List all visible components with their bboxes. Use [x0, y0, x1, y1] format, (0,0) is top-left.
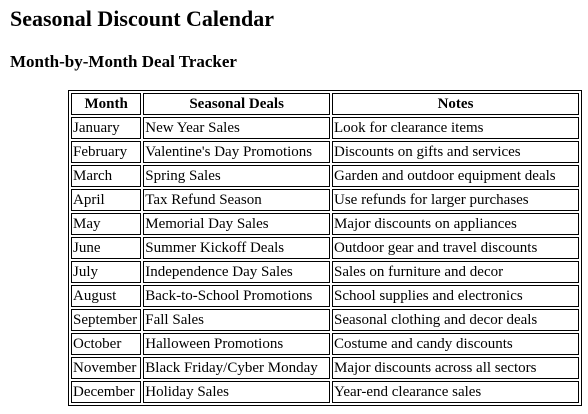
month-cell: November	[71, 357, 141, 379]
deal-cell: New Year Sales	[143, 117, 330, 139]
notes-cell: Sales on furniture and decor	[332, 261, 579, 283]
deal-tracker-table	[68, 90, 582, 406]
deal-cell: Black Friday/Cyber Monday	[143, 357, 330, 379]
notes-cell: Discounts on gifts and services	[332, 141, 579, 163]
notes-cell: Major discounts across all sectors	[332, 357, 579, 379]
table-row	[71, 213, 579, 235]
notes-cell: Garden and outdoor equipment deals	[332, 165, 579, 187]
column-header-month: Month	[71, 93, 141, 115]
notes-cell: Use refunds for larger purchases	[332, 189, 579, 211]
month-cell: June	[71, 237, 141, 259]
month-cell: August	[71, 285, 141, 307]
deal-cell: Memorial Day Sales	[143, 213, 330, 235]
table-row	[71, 141, 579, 163]
month-cell: March	[71, 165, 141, 187]
month-cell: April	[71, 189, 141, 211]
month-cell: September	[71, 309, 141, 331]
notes-cell: Year-end clearance sales	[332, 381, 579, 403]
table-row	[71, 285, 579, 307]
table-row	[71, 381, 579, 403]
month-cell: July	[71, 261, 141, 283]
table-row	[71, 333, 579, 355]
notes-cell: Outdoor gear and travel discounts	[332, 237, 579, 259]
notes-cell: Seasonal clothing and decor deals	[332, 309, 579, 331]
notes-cell: School supplies and electronics	[332, 285, 579, 307]
table-row	[71, 357, 579, 379]
deal-cell: Spring Sales	[143, 165, 330, 187]
deal-cell: Back-to-School Promotions	[143, 285, 330, 307]
deal-cell: Holiday Sales	[143, 381, 330, 403]
month-cell: October	[71, 333, 141, 355]
month-cell: January	[71, 117, 141, 139]
column-header-notes: Notes	[332, 93, 579, 115]
deal-cell: Summer Kickoff Deals	[143, 237, 330, 259]
table-row	[71, 309, 579, 331]
deal-cell: Valentine's Day Promotions	[143, 141, 330, 163]
month-cell: February	[71, 141, 141, 163]
notes-cell: Major discounts on appliances	[332, 213, 579, 235]
month-cell: May	[71, 213, 141, 235]
column-header-seasonal-deals: Seasonal Deals	[143, 93, 330, 115]
notes-cell: Look for clearance items	[332, 117, 579, 139]
deal-cell: Independence Day Sales	[143, 261, 330, 283]
deal-cell: Fall Sales	[143, 309, 330, 331]
table-header-row	[71, 93, 579, 115]
section-title: Month-by-Month Deal Tracker	[10, 52, 237, 71]
table-row	[71, 189, 579, 211]
page-title: Seasonal Discount Calendar	[10, 6, 275, 31]
notes-cell: Costume and candy discounts	[332, 333, 579, 355]
table-row	[71, 165, 579, 187]
deal-cell: Tax Refund Season	[143, 189, 330, 211]
table-row	[71, 237, 579, 259]
deal-cell: Halloween Promotions	[143, 333, 330, 355]
table-row	[71, 117, 579, 139]
table-row	[71, 261, 579, 283]
month-cell: December	[71, 381, 141, 403]
